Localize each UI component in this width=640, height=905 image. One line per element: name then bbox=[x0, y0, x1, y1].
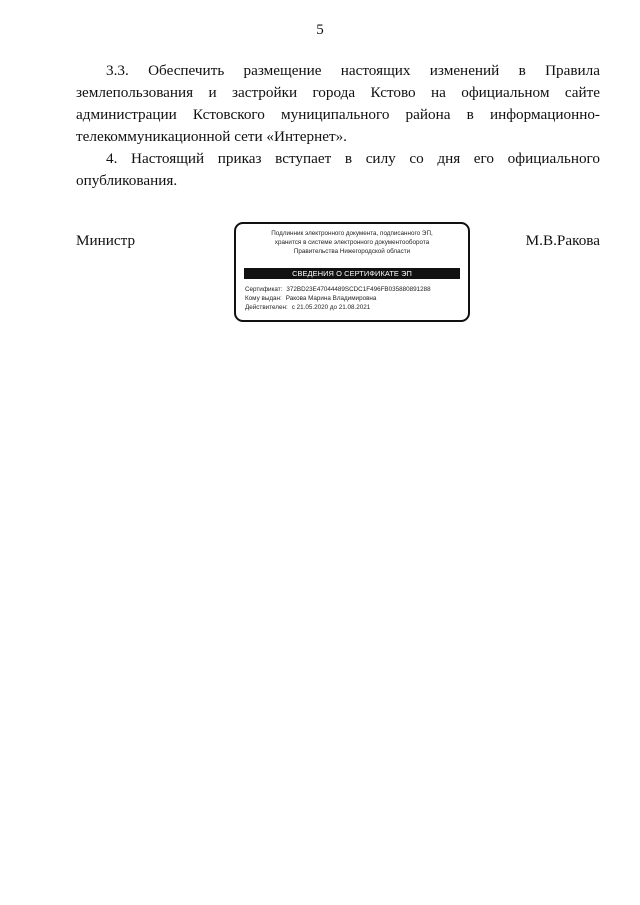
validity-label: Действителен: bbox=[245, 304, 288, 311]
signature-block bbox=[76, 232, 600, 332]
certificate-row bbox=[245, 285, 462, 294]
certificate-value: 372BD23E47044489SCDC1F496FB035880891288 bbox=[286, 286, 431, 293]
issued-to-label: Кому выдан: bbox=[245, 295, 282, 302]
stamp-notice bbox=[242, 229, 462, 256]
stamp-certificate-header: СВЕДЕНИЯ О СЕРТИФИКАТЕ ЭП bbox=[244, 268, 460, 279]
certificate-label: Сертификат: bbox=[245, 286, 283, 293]
stamp-notice-line: хранится в системе электронного документооборота bbox=[274, 239, 430, 246]
issued-to-row bbox=[245, 294, 462, 303]
validity-row bbox=[245, 303, 462, 312]
document-body bbox=[76, 60, 600, 192]
signatory-name: М.В.Ракова bbox=[525, 232, 600, 249]
signatory-position: Министр bbox=[76, 232, 136, 249]
paragraph-3-3: 3.3. Обеспечить размещение настоящих изменений в Правила землепользования и застройки города Кстово на официальном сайте администрации Кстовского муниципального района в информационно-телекоммуникационной сети «Интернет». bbox=[76, 62, 600, 145]
paragraph-4: 4. Настоящий приказ вступает в силу со дня его официального опубликования. bbox=[76, 150, 600, 189]
issued-to-value: Ракова Марина Владимировна bbox=[285, 295, 377, 302]
stamp-notice-line: Подлинник электронного документа, подписанного ЭП, bbox=[271, 230, 433, 237]
stamp-certificate-details bbox=[245, 285, 462, 312]
electronic-signature-stamp bbox=[234, 222, 470, 322]
validity-value: с 21.05.2020 до 21.08.2021 bbox=[291, 304, 371, 311]
page-number: 5 bbox=[316, 22, 324, 38]
stamp-notice-line: Правительства Нижегородской области bbox=[293, 248, 411, 255]
